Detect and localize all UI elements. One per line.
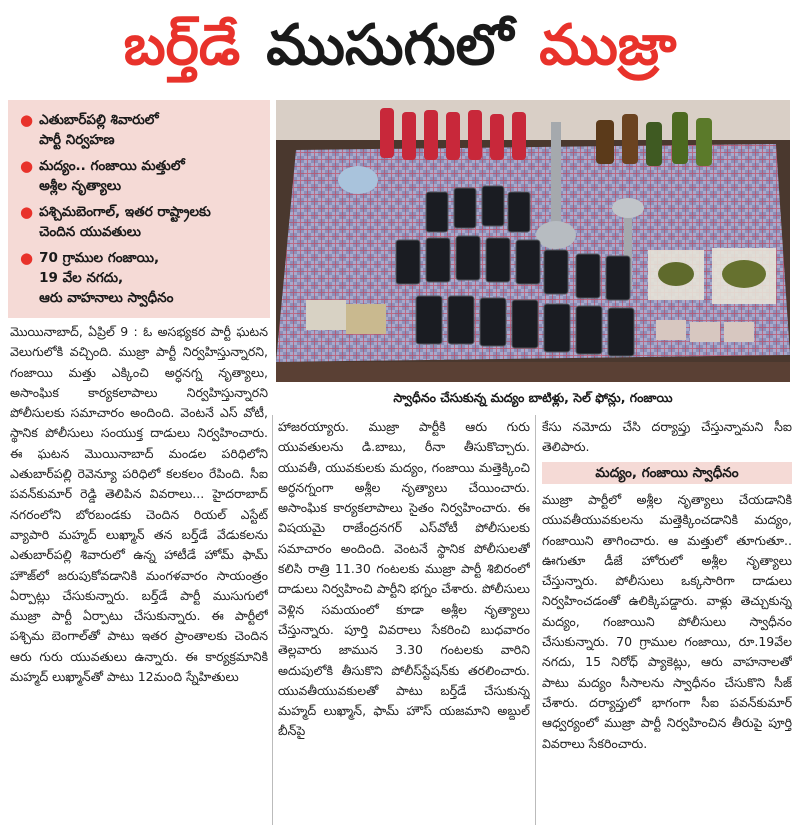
highlight-item xyxy=(20,202,262,242)
column-divider xyxy=(535,415,536,825)
headline-part-2: ముసుగులో xyxy=(266,13,514,78)
bullet-icon: ● xyxy=(20,111,34,129)
ganja-packets xyxy=(648,248,776,304)
plastic-bag xyxy=(338,166,378,194)
bullet-icon: ● xyxy=(20,157,34,175)
seized-items-photo xyxy=(276,100,790,382)
bullet-icon: ● xyxy=(20,249,34,267)
highlight-item xyxy=(20,110,262,150)
news-photo xyxy=(276,100,790,382)
highlights-box xyxy=(8,100,270,318)
highlight-text: ఎతుబార్‌పల్లి శివారులో పార్టీ నిర్వహణ xyxy=(39,112,159,148)
highlight-text: మద్యం.. గంజాయి మత్తులో అశ్లీల నృత్యాలు xyxy=(39,158,185,194)
article-column-1: మొయినాబాద్, ఏప్రిల్ 9 : ఓ అసభ్యకర పార్టీ ఘటన వెలుగులోకి వచ్చింది. ముజ్రా పార్టీ నిర్వహిస్తున్నారని, గంజాయి మత్తు ఎక్కించి అర్ధనగ్న నృత్యాలు, అసాంఘిక కార్యకలాపాలు నిర్వహిస్తున్నారని పోలీసులకు సమాచారం అందింది. వెంటనే ఎస్ వోటీ, స్థానిక పోలీసులు సంయుక్త దాడులు నిర్వహించారు. ఈ ఘటన మొయినాబాద్ మండల పరిధిలోని ఎతుబార్‌పల్లి రెవెన్యూ పరిధిలో కలకలం రేపింది. సీఐ పవన్‌కుమార్ రెడ్డి తెలిపిన వివరాలు... హైదరాబాద్ నగరంలోని బోరబండకు చెందిన రియల్ ఎస్టేట్ వ్యాపారి మహ్మద్ లుఖ్మాన్ తన బర్త్‌డే వేడుకలను ఎతుబార్‌పల్లి శివారులో ఉన్న హాటీడే హోమ్ ఫామ్ హౌజ్‌లో జరుపుకోవడానికి మంగళవారం సాయంత్రం ఏర్పాట్లు చేసుకున్నారు. బర్త్‌డే పార్టీ ముసుగులో ముజ్రా పార్టీ ఏర్పాటు చేసుకున్నారు. ఈ పార్టీలో పశ్చిమ బెంగాల్‌తో పాటు ఇతర ప్రాంతాలకు చెందిన ఆరు గురు యువతులు ఉన్నారు. ఈ కార్యక్రమానికి మహ్మద్ లుఖ్మాన్‌తో పాటు 12మంది స్నేహితులు xyxy=(10,324,268,685)
article-column-2: హాజరయ్యారు. ముజ్రా పార్టీకి ఆరు గురు యువతులను డి.బాబు, రీనా తీసుకొచ్చారు. యువతీ, యువకులకు మద్యం, గంజాయి మత్తెక్కించి అర్ధనగ్నంగా అశ్లీల నృత్యాలు చేయించారు. అసాంఘిక కార్యకలాపాలు సైతం నిర్వహించారు. ఈ విషయమై రాజేంద్రనగర్ ఎస్‌వోటీ పోలీసులకు సమాచారం అందింది. వెంటనే స్థానిక పోలీసులతో కలిసి రాత్రి 11.30 గంటలకు ముజ్రా పార్టీ శిబిరంలో దాడులు నిర్వహించి పార్టీని భగ్నం చేశారు. పోలీసులు వెళ్లిన సమయంలో కూడా అశ్లీల నృత్యాలు చేస్తున్నారు. పూర్తి వివరాలు సేకరించి బుధవారం తెల్లవారు జామున 3.30 గంటలకు వారిని అదుపులోకి తీసుకొని పోలీస్‌స్టేషన్‌కు తరలించారు. యువతీయువకులతో పాటు బర్త్‌డే చేసుకున్న మహ్మద్ లుఖ్మాన్, ఫామ్ హౌస్ యజమాని అబ్దుల్ బీన్‌పై xyxy=(278,419,530,739)
article-column-3-top: కేసు నమోదు చేసి దర్యాప్తు చేస్తున్నామని సీఐ తెలిపారు. xyxy=(542,419,792,455)
headline-part-1: బర్త్‌డే xyxy=(123,13,241,78)
bullet-icon: ● xyxy=(20,203,34,221)
photo-caption: స్వాధీనం చేసుకున్న మద్యం బాటిళ్లు, సెల్ ఫోన్లు, గంజాయి xyxy=(393,390,673,405)
column-divider xyxy=(272,415,273,825)
highlight-text: 70 గ్రాముల గంజాయి, 19 వేల నగదు, ఆరు వాహనాలు స్వాధీనం xyxy=(39,250,174,306)
subheading: మద్యం, గంజాయి స్వాధీనం xyxy=(542,462,792,484)
highlight-item xyxy=(20,156,262,196)
highlight-text: పశ్చిమబెంగాల్, ఇతర రాష్ట్రాలకు చెందిన యువతులు xyxy=(39,204,211,240)
headline xyxy=(0,0,800,92)
article-column-3: ముజ్రా పార్టీలో అశ్లీల నృత్యాలు చేయడానికి యువతీయువకులను మత్తెక్కించడానికి మద్యం, గంజాయిని తాగించారు. ఆ మత్తులో తూగుతూ.. ఊగుతూ డీజే హోరులో అశ్లీల నృత్యాలు చేస్తున్నారు. పోలీసులు ఒక్కసారిగా దాడులు నిర్వహించడంతో ఉలిక్కిపడ్డారు. వాళ్లు తెచ్చుకున్న మద్యం, గంజాయిని పోలీసులు స్వాధీనం చేసుకున్నారు. 70 గ్రాముల గంజాయి, రూ.19వేల నగదు, 15 నిరోధ్ ప్యాకెట్లు, ఆరు వాహనాలతో పాటు మద్యం సీసాలను స్వాధీనం చేసుకొని సీజ్ చేశారు. దర్యాప్తులో భాగంగా సీఐ పవన్‌కుమార్ ఆధ్వర్యంలో ముజ్రా పార్టీ నిర్వహించిన తీరుపై పూర్తి వివరాలు సేకరించారు. xyxy=(542,492,792,751)
headline-part-3: ముజ్రా xyxy=(539,13,677,78)
highlight-item xyxy=(20,248,262,308)
